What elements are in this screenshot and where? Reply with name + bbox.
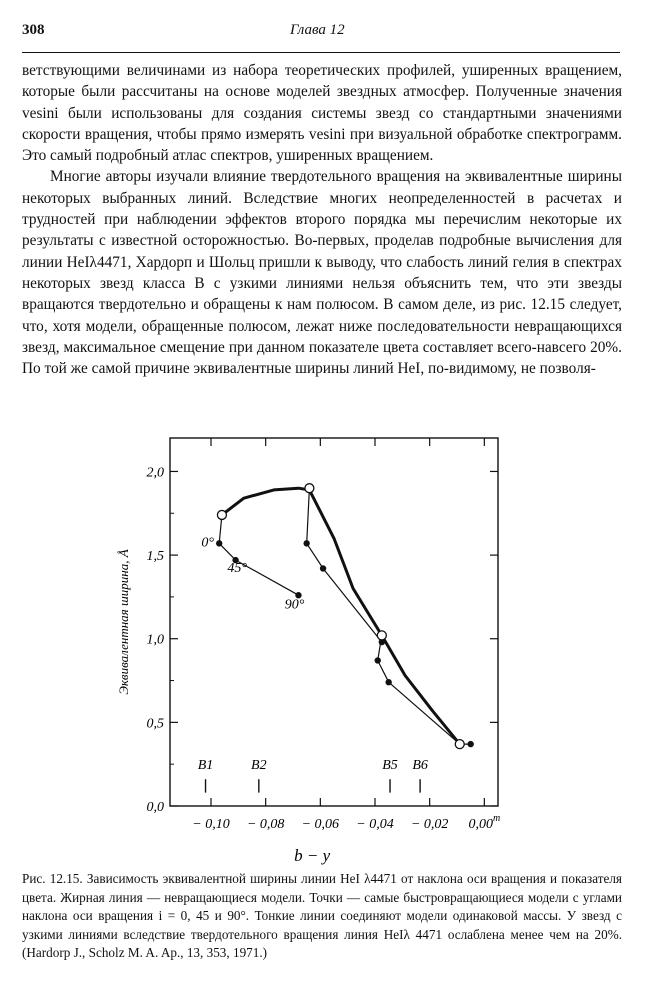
x-tick-label: − 0,08	[246, 817, 285, 832]
equal-mass-line	[219, 515, 298, 595]
nonrotating-curve	[222, 488, 460, 744]
x-tick-label: − 0,02	[410, 817, 449, 832]
rotating-model-point	[375, 657, 381, 663]
x-tick-label: − 0,10	[192, 817, 230, 832]
nonrotating-model-point	[305, 484, 314, 493]
running-head: Глава 12	[290, 22, 345, 38]
body-text	[22, 60, 622, 379]
y-axis-label: Эквивалентная ширина, Å	[116, 549, 131, 695]
nonrotating-model-point	[217, 510, 226, 519]
x-tick-label: − 0,06	[301, 817, 340, 832]
x-axis-label: b − y	[294, 846, 331, 865]
figure-12-15	[100, 426, 510, 871]
y-tick-label: 0,0	[146, 800, 164, 815]
y-tick-label: 0,5	[146, 716, 164, 732]
equivalent-width-chart	[100, 426, 510, 866]
angle-annotation: 90°	[284, 597, 305, 613]
spectral-class-label: B5	[382, 758, 398, 774]
page-header	[22, 22, 622, 46]
paragraph-1: ветствующими величинами из набора теоретических профилей, уширенных вращением, которые были рассчитаны на основе моделей звездных атмосфер. Полученные значения vesini были использованы для создания системы звезд со стандартными значениями скорости вращения, чтобы прямо измерять vesini при визуальной обработке спектрограмм. Это самый подробный атлас спектров, уширенных вращением.	[22, 62, 622, 165]
x-tick-label: − 0,04	[356, 817, 394, 832]
y-tick-label: 2,0	[146, 465, 164, 481]
rotating-model-point	[385, 679, 391, 685]
angle-annotation: 45°	[227, 560, 248, 576]
angle-annotation: 0°	[201, 535, 215, 551]
y-tick-label: 1,0	[146, 632, 164, 648]
rotating-model-point	[303, 540, 309, 546]
x-tick-label: 0,00$^m$	[468, 813, 501, 832]
nonrotating-model-point	[455, 740, 464, 749]
spectral-class-label: B2	[251, 758, 267, 774]
rotating-model-point	[467, 741, 473, 747]
rotating-model-point	[320, 565, 326, 571]
page-number: 308	[22, 22, 45, 38]
rotating-model-point	[216, 540, 222, 546]
y-tick-label: 1,5	[146, 549, 164, 565]
spectral-class-label: B1	[197, 758, 214, 774]
nonrotating-model-point	[377, 631, 386, 640]
paragraph-2: Многие авторы изучали влияние твердотельного вращения на эквивалентные ширины некоторых выбранных линий. Вследствие многих неопределенностей в расчетах и трудностей при наблюдении эффектов второго порядка мы перечислим некоторые их результаты с известной осторожностью. Во-первых, проделав подробные вычисления для линии HeIλ4471, Хардорп и Шольц пришли к выводу, что слабость линий гелия в спектрах некоторых звезд класса B с узкими линиями нельзя объяснить тем, что эти звезды вращаются твердотельно и обращены к нам полюсом. В самом деле, из рис. 12.15 следует, что, хотя модели, обращенные полюсом, лежат ниже последовательности невращающихся звезд, максимальное смещение при данном показателе цвета составляет всего-навсего 20%. По той же самой причине эквивалентные ширины линий HeI, по-видимому, не позволя-	[22, 168, 622, 378]
plot-frame	[170, 438, 498, 806]
spectral-class-label: B6	[412, 758, 428, 774]
figure-caption	[22, 870, 622, 963]
header-rule	[22, 52, 620, 53]
caption-text: Рис. 12.15. Зависимость эквивалентной ширины линии HeI λ4471 от наклона оси вращения и показателя цвета. Жирная линия — невращающиеся модели. Точки — самые быстровращающиеся модели с углами наклона оси вращения i = 0, 45 и 90°. Тонкие линии соединяют модели одинаковой массы. У звезд с узкими линиями вследствие твердотельного вращения линия HeIλ 4471 ослаблена менее чем на 20%. (Hardorp J., Scholz M. A. Ap., 13, 353, 1971.)	[22, 871, 622, 960]
